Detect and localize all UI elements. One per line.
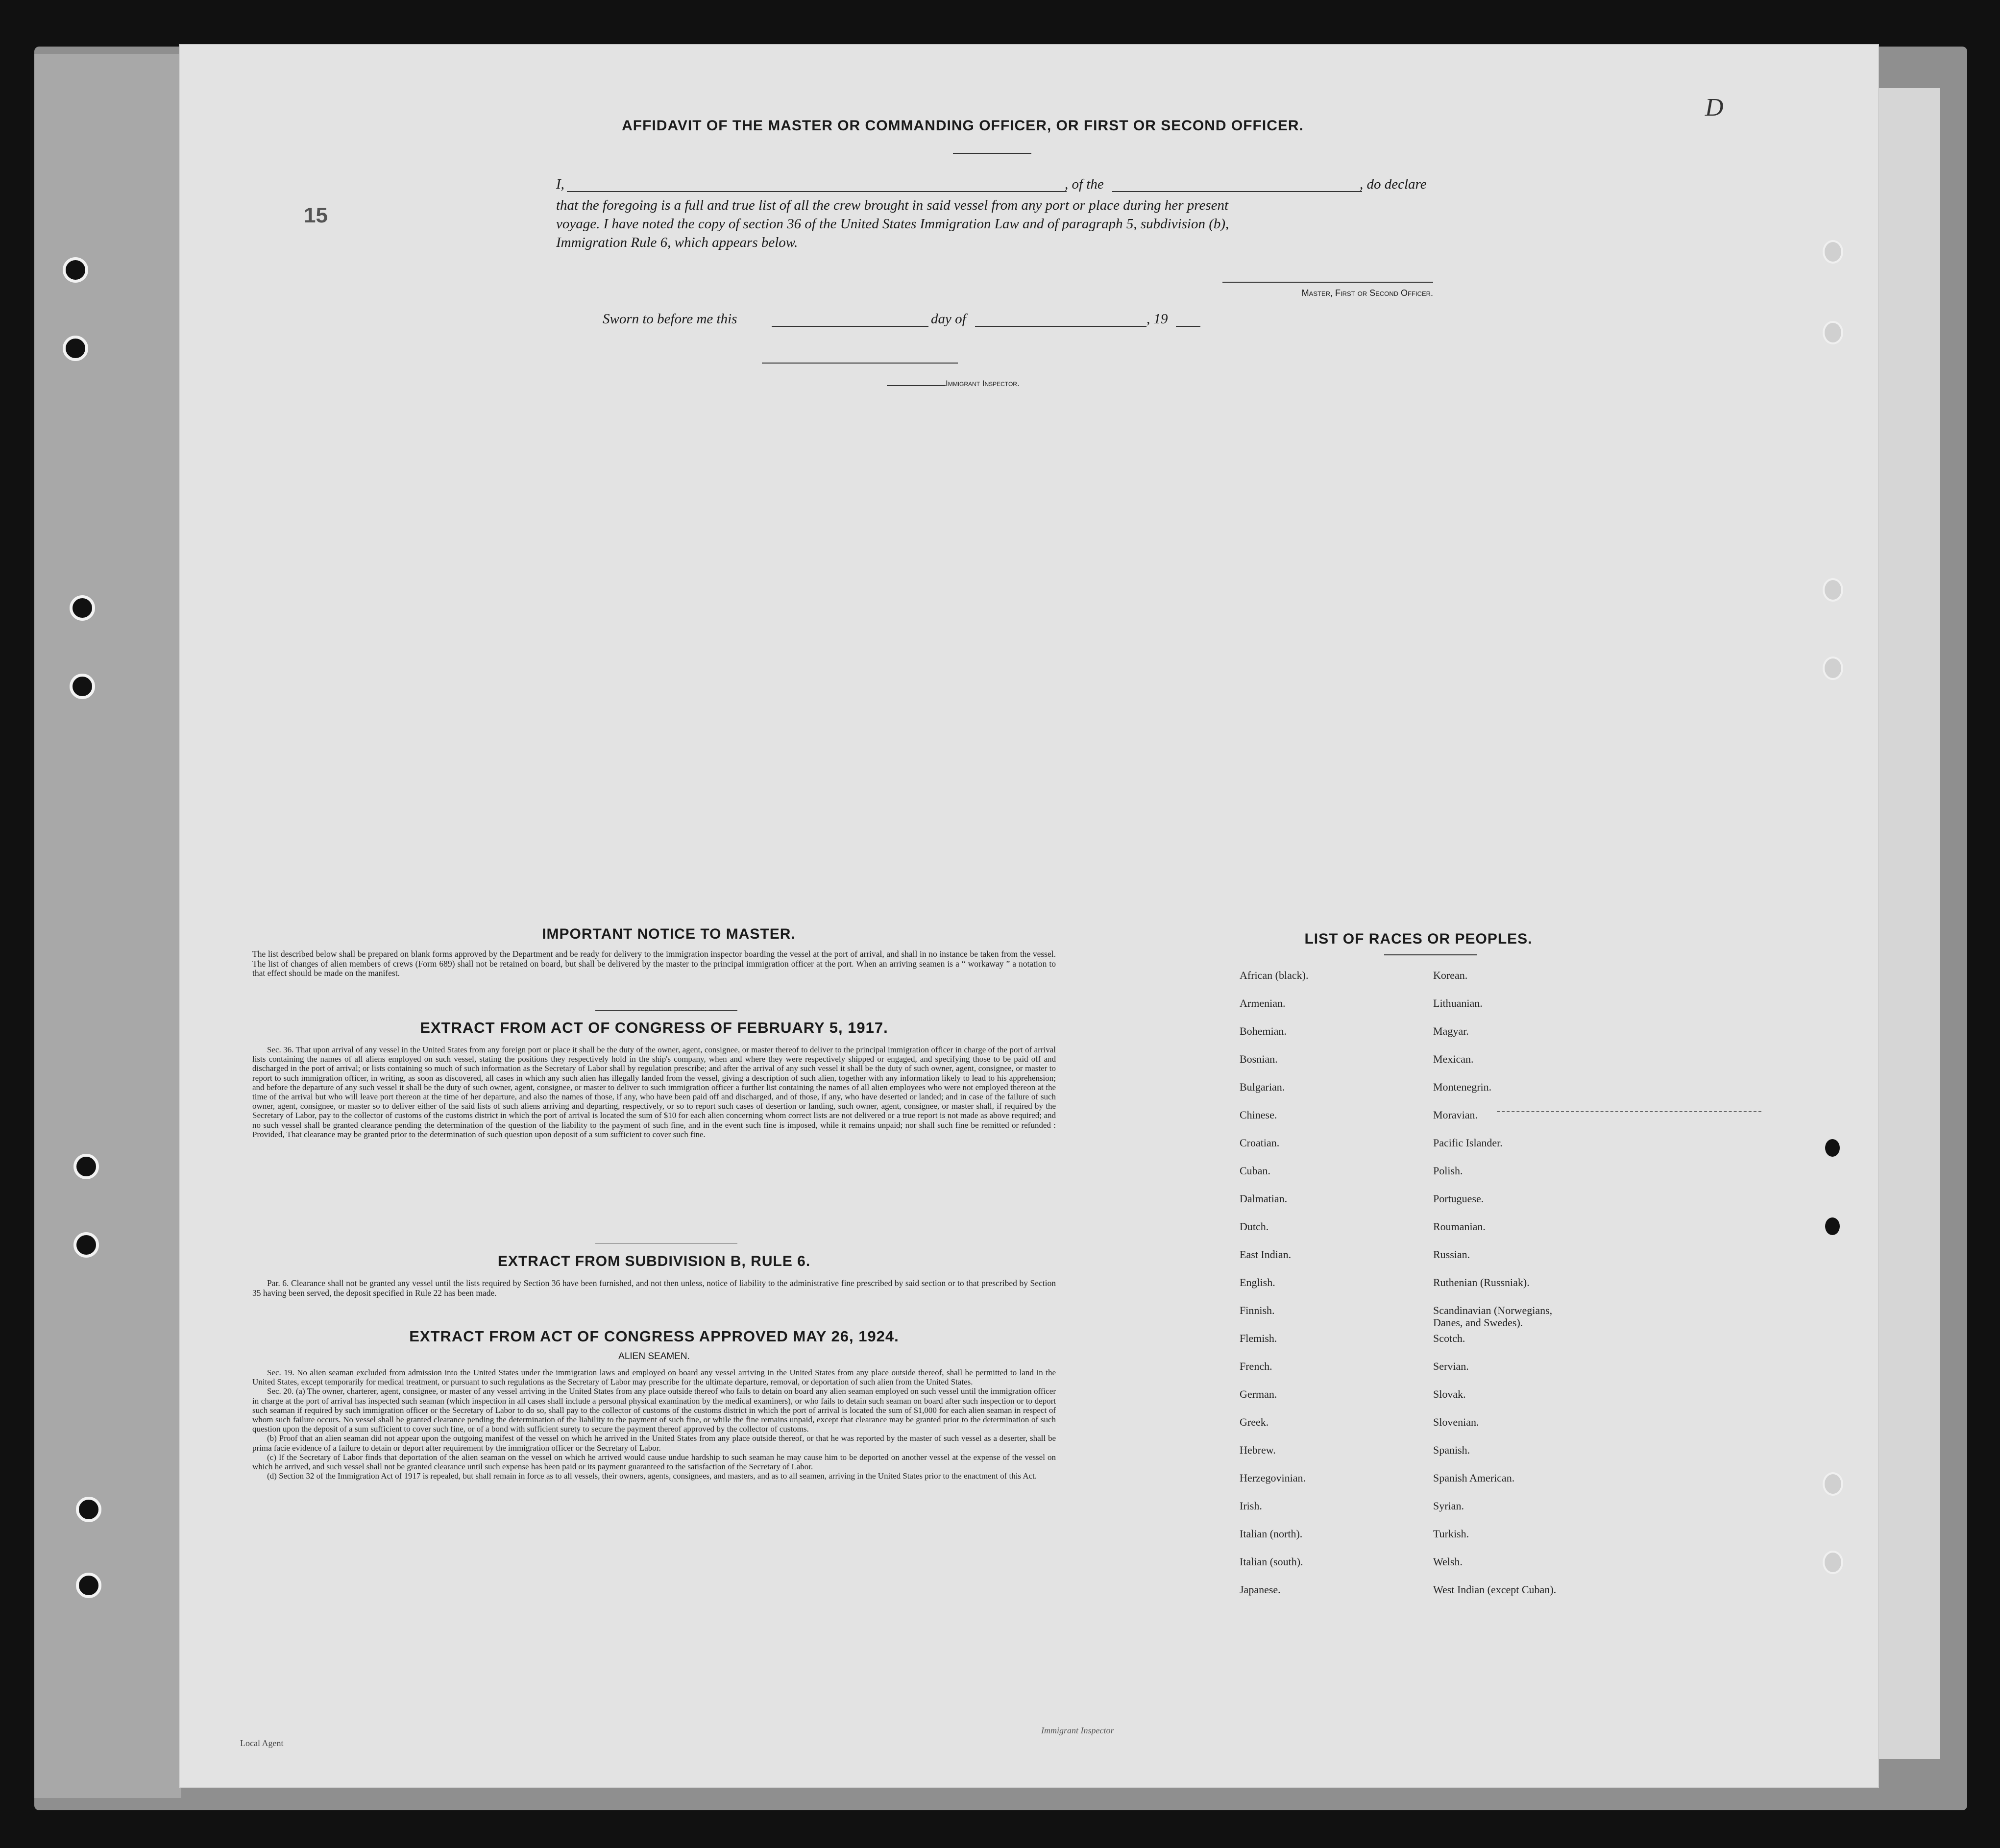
race-item: Pacific Islander. (1433, 1137, 1503, 1149)
race-item: Italian (south). (1240, 1556, 1303, 1568)
sec-20d-paragraph: (d) Section 32 of the Immigration Act of 1917 is repealed, but shall remain in force as to all vessels, their owners, agents, consignees, and masters, and as to all seamen, arriving in the United States prior to the enactment of this Act. (267, 1471, 1037, 1481)
extract-rule6-title: EXTRACT FROM SUBDIVISION B, RULE 6. (497, 1253, 811, 1269)
binder-hole-icon (73, 1154, 99, 1179)
race-item: Slovenian. (1433, 1416, 1479, 1428)
race-item: Hebrew. (1240, 1444, 1276, 1456)
binder-hole-icon (1825, 1139, 1840, 1157)
race-item: Welsh. (1433, 1556, 1463, 1568)
local-agent-label: Local Agent (240, 1738, 284, 1748)
binder-hole-icon (1823, 240, 1843, 264)
race-item: Italian (north). (1240, 1528, 1303, 1540)
race-item: Mexican. (1433, 1053, 1474, 1065)
race-item: Montenegrin. (1433, 1081, 1492, 1093)
extract-rule6-text: Par. 6. Clearance shall not be granted any vessel until the lists required by Section 36 have been furnished, and not then unless, notice of liability to the administrative fine prescribed by said section or to that prescribed by Section 35 having been served, the deposit specified in Rule 22 has been made. (252, 1278, 1056, 1298)
race-item: Scandinavian (Norwegians, Danes, and Swedes). (1433, 1304, 1553, 1329)
dashed-mark (1497, 1111, 1761, 1112)
sworn-line (603, 311, 1289, 331)
corner-mark: D (1705, 94, 1724, 122)
i-label: I, (556, 176, 564, 192)
race-item: French. (1240, 1360, 1272, 1372)
binder-hole-icon (1823, 1472, 1843, 1496)
declaration-line-1: that the foregoing is a full and true list of all the crew brought in said vessel from any port or place during her present (556, 197, 1229, 213)
race-item: Magyar. (1433, 1025, 1469, 1037)
sec-20b-paragraph: (b) Proof that an alien seaman did not appear upon the outgoing manifest of the vessel on which he arrived in the United States from any place outside thereof, or that he was reported by the master of such vessel as a deserter, shall be prima facie evidence of a failure to detain or deport after requirement by the immigration officer or the Secretary of Labor. (252, 1434, 1056, 1453)
race-item: Turkish. (1433, 1528, 1469, 1540)
binder-hole-icon (1823, 657, 1843, 680)
binder-hole-icon (1825, 1217, 1840, 1235)
race-item: Ruthenian (Russniak). (1433, 1276, 1530, 1289)
notice-title: IMPORTANT NOTICE TO MASTER. (542, 926, 796, 942)
affidavit-title: AFFIDAVIT OF THE MASTER OR COMMANDING OFFICER, OR FIRST OR SECOND OFFICER. (622, 118, 1304, 134)
day-of-label: day of (931, 311, 966, 327)
vessel-blank-field[interactable] (1112, 191, 1362, 192)
race-item: Bulgarian. (1240, 1081, 1285, 1093)
extract-1924-title: EXTRACT FROM ACT OF CONGRESS APPROVED MAY 26, 1924. (409, 1328, 899, 1345)
race-item: Dutch. (1240, 1220, 1269, 1233)
divider (595, 1010, 737, 1011)
race-item: Armenian. (1240, 997, 1286, 1009)
inspector-label: Immigrant Inspector. (946, 379, 1020, 388)
divider (1384, 954, 1477, 955)
race-item: Greek. (1240, 1416, 1269, 1428)
race-item: Spanish American. (1433, 1472, 1515, 1484)
race-item: Polish. (1433, 1165, 1463, 1177)
inspector-short-rule (887, 385, 946, 386)
race-item: Croatian. (1240, 1137, 1280, 1149)
sec-20c-paragraph: (c) If the Secretary of Labor finds that deportation of the alien seaman on the vessel on which he arrived would cause undue hardship to such seaman he may cause him to be deported on another vessel at the expense of the vessel on which he arrived, and such vessel shall not be granted clearance until such expense has been paid or its payment guaranteed to the satisfaction of the Secretary of Labor. (252, 1452, 1056, 1472)
do-declare-label: , do declare (1360, 176, 1427, 192)
races-left-column (1240, 969, 1426, 1655)
inspector-signature-field[interactable] (762, 363, 958, 364)
officer-label: Master, First or Second Officer. (1301, 288, 1433, 298)
races-right-column (1433, 969, 1639, 1655)
affidavit-page (179, 44, 1879, 1788)
sec-19-paragraph: Sec. 19. No alien seaman excluded from admission into the United States under the immigration laws and employed on board any vessel arriving in the United States from any place outside thereof, shall be permitted to land in the United States, except temporarily for medical treatment, or pursuant to such regulations as the Secretary of Labor may prescribe for the ultimate departure, removal, or deportation of such alien from the United States. (252, 1368, 1056, 1387)
extract-1917-title: EXTRACT FROM ACT OF CONGRESS OF FEBRUARY 5, 1917. (420, 1019, 888, 1036)
race-item: Syrian. (1433, 1500, 1464, 1512)
race-item: Irish. (1240, 1500, 1262, 1512)
binder-hole-icon (73, 1232, 99, 1258)
declaration-body (556, 196, 1433, 252)
sec-20a-paragraph: Sec. 20. (a) The owner, charterer, agent, consignee, or master of any vessel arriving in the United States from any place outside thereof who fails to detain on board any alien seaman employed on such vessel until the immigration officer in charge at the port of arrival has inspected such seaman (which inspection in all cases shall include a personal physical examination by the medical examiners), or who fails to detain such seaman on board after such inspection or to deport such seaman if required by such immigration officer or the Secretary of Labor to do so, shall pay to the collector of customs of the customs district in which the port of arrival is located the sum of $1,000 for each alien seaman in respect of whom such failure occurs. No vessel shall be granted clearance pending the determination of the liability to the payment of such fine, or while the fine remains unpaid, except that clearance may be granted prior to the determination of such question upon the deposit of a sum sufficient to cover such fine, or of a bond with sufficient surety to secure the payment thereof approved by the collector of customs. (252, 1386, 1056, 1434)
binder-hole-icon (1823, 1551, 1843, 1574)
race-item: Slovak. (1433, 1388, 1466, 1400)
race-item: Servian. (1433, 1360, 1469, 1372)
declaration-line-2: voyage. I have noted the copy of section 36 of the United States Immigration Law and of paragraph 5, subdivision (b), (556, 216, 1229, 232)
race-item: English. (1240, 1276, 1275, 1289)
race-item: Cuban. (1240, 1165, 1270, 1177)
race-item: German. (1240, 1388, 1277, 1400)
binder-hole-icon (70, 674, 95, 699)
declaration-line-3: Immigration Rule 6, which appears below. (556, 235, 798, 250)
race-item: Japanese. (1240, 1583, 1281, 1596)
binder-hole-icon (63, 336, 88, 361)
extract-1924-subtitle: ALIEN SEAMEN. (618, 1351, 690, 1362)
month-blank-field[interactable] (975, 326, 1146, 327)
year-prefix: , 19 (1146, 311, 1168, 327)
of-the-label: , of the (1065, 176, 1104, 192)
extract-1924-text (252, 1368, 1056, 1481)
races-title: LIST OF RACES OR PEOPLES. (1304, 931, 1533, 947)
binder-hole-icon (70, 595, 95, 621)
race-item: Bohemian. (1240, 1025, 1287, 1037)
race-item: African (black). (1240, 969, 1309, 981)
race-item: Lithuanian. (1433, 997, 1483, 1009)
race-item: Dalmatian. (1240, 1192, 1288, 1205)
race-item: Spanish. (1433, 1444, 1470, 1456)
divider (953, 153, 1031, 154)
binder-hole-icon (63, 257, 88, 283)
year-blank-field[interactable] (1176, 326, 1200, 327)
binder-hole-icon (1823, 578, 1843, 602)
race-item: West Indian (except Cuban). (1433, 1583, 1557, 1596)
race-item: Russian. (1433, 1248, 1470, 1261)
race-item: Bosnian. (1240, 1053, 1278, 1065)
race-item: East Indian. (1240, 1248, 1292, 1261)
notice-text: The list described below shall be prepared on blank forms approved by the Department and be ready for delivery to the immigration inspector boarding the vessel at the port of arrival, and shall in no instance be taken from the vessel. The list of changes of alien members of crews (Form 689) shall not be retained on board, but shall be delivered by the master to the principal immigration officer at the port. When an arriving seamen is a “ workaway ” a notation to that effect should be made on the manifest. (252, 949, 1056, 978)
left-page-edge (34, 54, 181, 1798)
officer-signature-field[interactable] (1222, 282, 1433, 283)
race-item: Korean. (1433, 969, 1468, 981)
binder-hole-icon (76, 1497, 101, 1522)
race-item: Scotch. (1433, 1332, 1465, 1344)
race-item: Portuguese. (1433, 1192, 1484, 1205)
race-item: Flemish. (1240, 1332, 1277, 1344)
race-item: Finnish. (1240, 1304, 1275, 1316)
binder-hole-icon (1823, 321, 1843, 344)
name-blank-field[interactable] (567, 191, 1067, 192)
race-item: Herzegovinian. (1240, 1472, 1306, 1484)
extract-1917-text: Sec. 36. That upon arrival of any vessel in the United States from any foreign port or place it shall be the duty of the owner, agent, consignee, or master thereof to deliver to the principal immigration officer in charge of the port of arrival lists containing the names of all aliens employed on such vessel, stating the positions they respectively hold in the ship's company, when and where they were respectively shipped or engaged, and specifying those to be paid off and discharged in the port of arrival; or lists containing so much of such information as the Secretary of Labor shall by regulation prescribe; and after the arrival of any such vessel it shall be the duty of such owner, agent, consignee, or master to report to such immigration officer, in writing, as soon as discovered, all cases in which any such alien has illegally landed from the vessel, giving a description of such alien, together with any information likely to lead to his apprehension; and before the departure of any such vessel it shall be the duty of such owner, agent, consignee, or master to deliver to such immigration officer a further list containing the names of all alien employees who were not employed thereon at the time of the arrival but who will leave port thereon at the time of her departure, and also the names of those, if any, who have been paid off and discharged, and of those, if any, who have deserted or landed; and in case of the failure of such owner, agent, consignee, or master so to deliver either of the said lists of such aliens arriving and departing, respectively, or so to report such cases of desertion or landing, such owner, agent, consignee, or master shall, if required by the Secretary of Labor, pay to the collector of customs of the customs district in which the port of arrival is located the sum of $10 for each alien concerning whom correct lists are not delivered or a true report is not made as above required; and no such vessel shall be granted clearance pending the determination of the question of the liability to the payment of such fine, and in the event such fine is imposed, while it remains unpaid; nor shall such fine be remitted or refunded : Provided, That clearance may be granted prior to the determination of such question upon deposit of a sum sufficient to cover such fine. (252, 1045, 1056, 1139)
sworn-label: Sworn to before me this (603, 311, 737, 327)
binder-hole-icon (76, 1573, 101, 1598)
race-item: Chinese. (1240, 1109, 1277, 1121)
day-blank-field[interactable] (772, 326, 928, 327)
page-number-mark: 15 (304, 203, 328, 227)
race-item: Roumanian. (1433, 1220, 1486, 1233)
bleed-inspector-text: Immigrant Inspector (1041, 1726, 1114, 1735)
race-item: Moravian. (1433, 1109, 1478, 1121)
declaration-line (556, 176, 1683, 196)
